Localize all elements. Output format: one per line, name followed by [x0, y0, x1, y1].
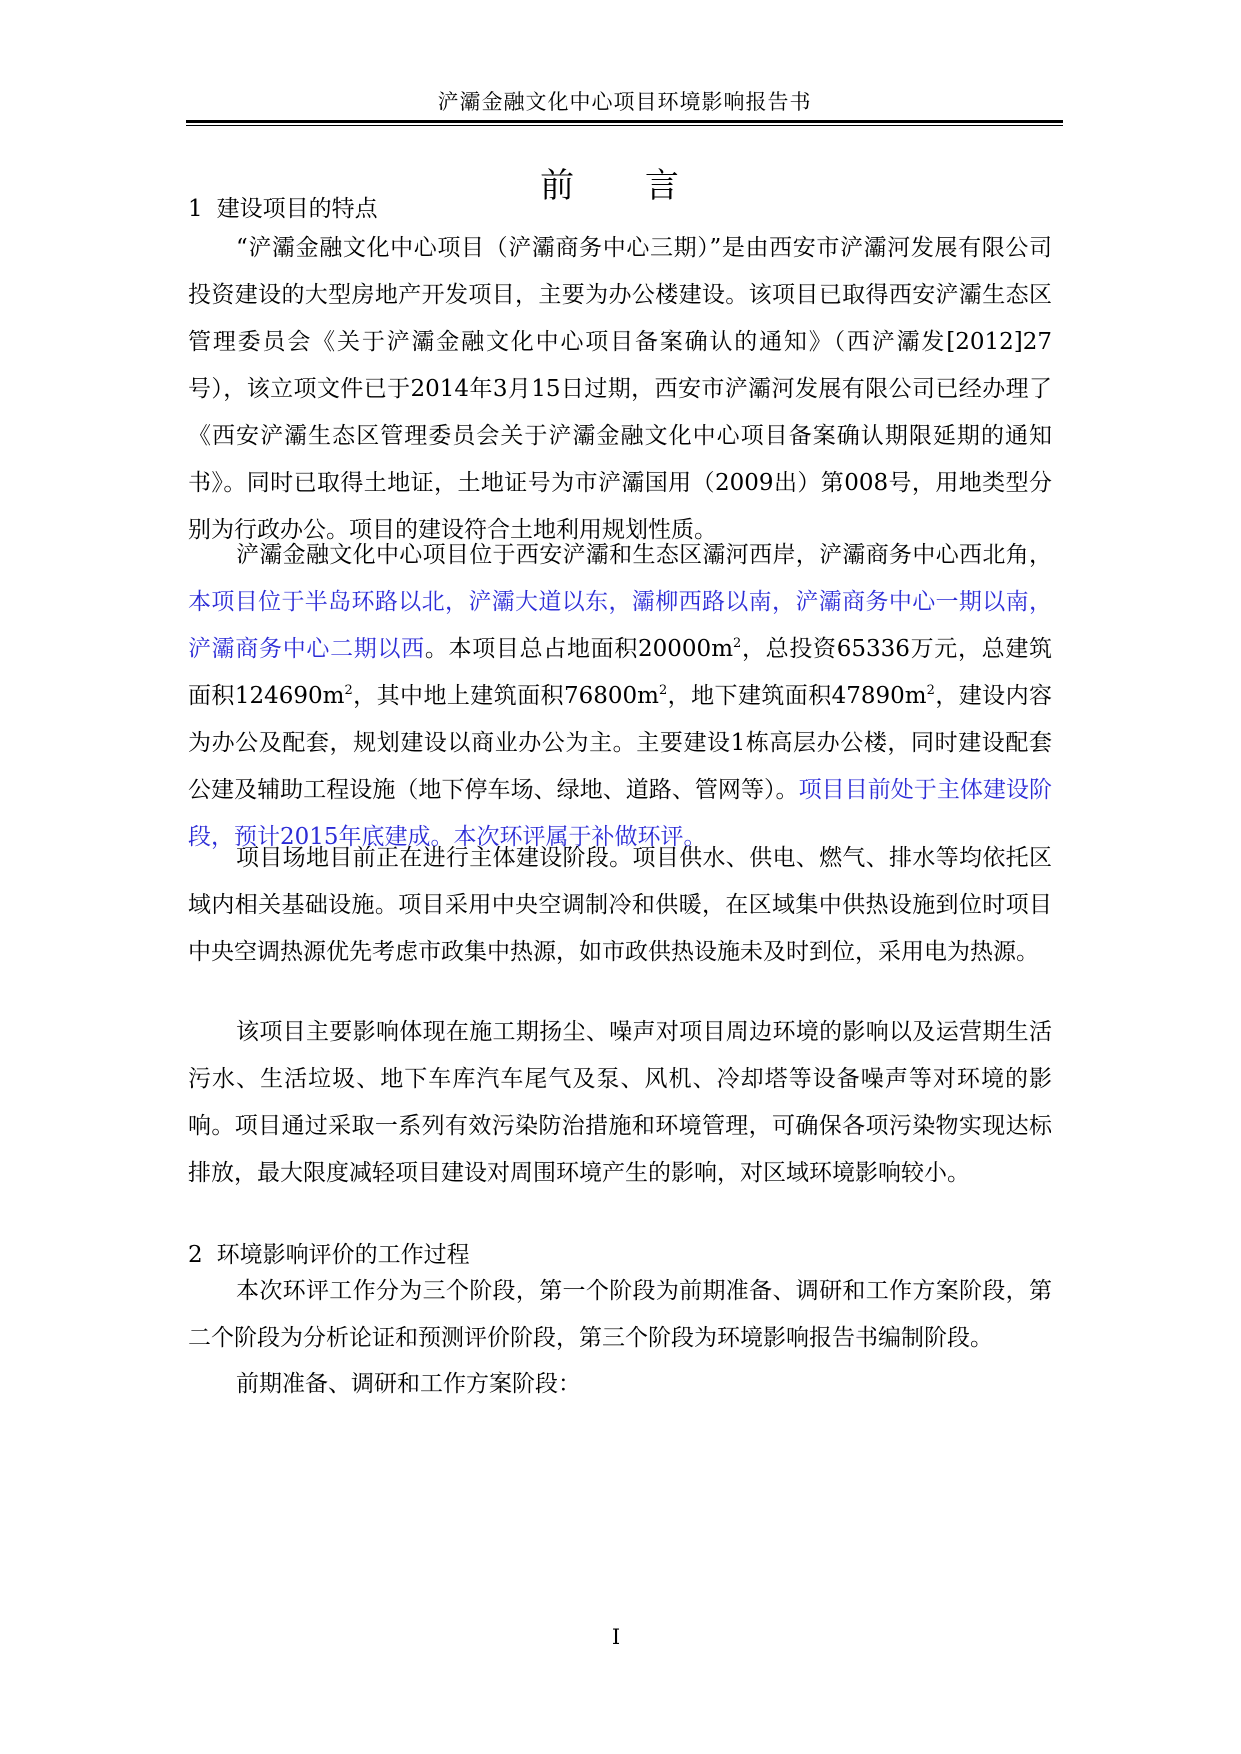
section-title: 建设项目的特点: [216, 196, 378, 222]
location-highlight: 本项目位于半岛环路以北，浐灞大道以东，灞柳西路以南，浐灞商务中心一期以南，浐灞商务中心二期以西: [188, 589, 1052, 662]
section-1-heading: [188, 190, 378, 223]
section-number: 1: [188, 196, 203, 222]
page-title: 前 言: [540, 166, 709, 206]
section-2-heading: [188, 1236, 470, 1269]
paragraph-site-status: 项目场地目前正在进行主体建设阶段。项目供水、供电、燃气、排水等均依托区域内相关基础设施。项目采用中央空调制冷和供暖，在区域集中供热设施到位时项目中央空调热源优先考虑市政集中热源，如市政供热设施未及时到位，采用电为热源。: [188, 845, 1052, 965]
underground-text: ，地下建筑面积47890m: [667, 683, 927, 709]
superscript: 2: [926, 683, 935, 698]
section-number: 2: [188, 1242, 203, 1268]
superscript: 2: [658, 683, 668, 698]
status-highlight: 项目目前处于主体建设阶段，预计2015年底建成。本次环评属于补做环评。: [188, 777, 1053, 850]
construction-content-text: ，建设内容为办公及配套，规划建设以商业办公为主。主要建设1栋高层办公楼，同时建设配套公建及辅助工程设施（地下停车场、绿地、道路、管网等）。: [188, 683, 1053, 803]
superscript: 2: [733, 636, 742, 651]
paragraph-impacts: 该项目主要影响体现在施工期扬尘、噪声对项目周边环境的影响以及运营期生活污水、生活垃圾、地下车库汽车尾气及泵、风机、冷却塔等设备噪声等对环境的影响。项目通过采取一系列有效污染防治措施和环境管理，可确保各项污染物实现达标排放，最大限度减轻项目建设对周围环境产生的影响，对区域环境影响较小。: [188, 1019, 1052, 1186]
subheading-preparation-stage: 前期准备、调研和工作方案阶段：: [236, 1371, 581, 1397]
investment-text: ，总投资65336万元，总建筑面积124690m: [188, 636, 1053, 709]
superscript: 2: [344, 683, 353, 698]
page-number: I: [611, 1625, 621, 1649]
above-ground-text: ，其中地上建筑面积76800m: [352, 683, 659, 709]
paragraph-project-background: “浐灞金融文化中心项目（浐灞商务中心三期）”是由西安市浐灞河发展有限公司投资建设的大型房地产开发项目，主要为办公楼建设。该项目已取得西安浐灞生态区管理委员会《关于浐灞金融文化中心项目备案确认的通知》（西浐灞发[2012]27号），该立项文件已于2014年3月15日过期，西安市浐灞河发展有限公司已经办理了《西安浐灞生态区管理委员会关于浐灞金融文化中心项目备案确认期限延期的通知书》。同时已取得土地证，土地证号为市浐灞国用（2009出）第008号，用地类型分别为行政办公。项目的建设符合土地利用规划性质。: [188, 235, 1052, 543]
paragraph-work-stages: 本次环评工作分为三个阶段，第一个阶段为前期准备、调研和工作方案阶段，第二个阶段为分析论证和预测评价阶段，第三个阶段为环境影响报告书编制阶段。: [188, 1278, 1052, 1351]
area-text: 。本项目总占地面积20000m: [424, 636, 734, 662]
header-rule-thick: [186, 120, 1063, 123]
header-rule-thin: [186, 125, 1063, 126]
location-text: 浐灞金融文化中心项目位于西安浐灞和生态区灞河西岸，浐灞商务中心西北角，: [236, 542, 1052, 568]
running-header: 浐灞金融文化中心项目环境影响报告书: [437, 90, 812, 114]
paragraph-project-location: [188, 532, 1052, 861]
section-title: 环境影响评价的工作过程: [216, 1242, 470, 1268]
